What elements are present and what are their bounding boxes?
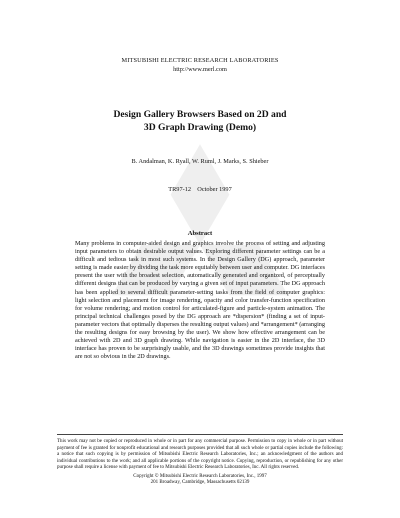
copyright-line: Copyright © Mitsubishi Electric Research Laboratories, Inc., 1997 bbox=[133, 474, 267, 479]
paper-title-line-1: Design Gallery Browsers Based on 2D and bbox=[113, 109, 287, 120]
abstract-body: Many problems in computer-aided design and graphics involve the process of setting and adjusting input parameters to obtain desirable output values. Exploring different parameter settings can be a difficult and tedious task in most such systems. In the Design Gallery (DG) approach, parameter setting is made easier by dividing the task more equitably between user and computer. DG interfaces present the user with the broadest selection, automatically generated and organized, of perceptually different designs that can be produced by varying a given set of input parameters. The DG approach has been applied to several difficult parameter-setting tasks from the field of computer graphics: light selection and placement for image rendering, opacity and color transfer-function specification for volume rendering; and motion control for articulated-figure and particle-system animation. The principal technical challenges posed by the DG approach are *dispersion* (finding a set of input-parameter vectors that optimally disperses the resulting output values) and *arrangement* (arranging the resulting designs for easy browsing by the user). We show how effective arrangement can be achieved with 2D and 3D graph drawing. While navigation is easier in the 2D interface, the 3D interface has proven to be surprisingly usable, and the 3D drawings sometimes provide insights that are not so obvious in the 2D drawings. bbox=[75, 240, 325, 361]
paper-title-line-2: 3D Graph Drawing (Demo) bbox=[143, 122, 257, 133]
lab-name: MITSUBISHI ELECTRIC RESEARCH LABORATORIES bbox=[121, 57, 279, 64]
abstract-heading: Abstract bbox=[187, 230, 213, 237]
copyright-notice: This work may not be copied or reproduced in whole or in part for any commercial purpose. Permission to copy in whole or in part without payment of fee is granted for nonprofit educational and research purposes provided that all such whole or partial copies include the following: a notice that such copying is by permission of Mitsubishi Electric Research Laboratories, Inc.; an acknowledgment of the authors and individual contributions to the work; and all applicable portions of the copyright notice. Copying, reproduction, or republishing for any other purpose shall require a license with payment of fee to Mitsubishi Electric Research Laboratories, Inc. All rights reserved. bbox=[57, 439, 343, 470]
author-list: B. Andalman, K. Ryall, W. Ruml, J. Marks, S. Shieber bbox=[131, 158, 269, 165]
lab-url[interactable]: http://www.merl.com bbox=[173, 66, 227, 73]
footer-divider bbox=[57, 434, 343, 435]
address-line: 201 Broadway, Cambridge, Massachusetts 02139 bbox=[150, 480, 250, 486]
copyright-block bbox=[0, 474, 400, 486]
report-number-date: TR97-12 October 1997 bbox=[168, 186, 232, 193]
